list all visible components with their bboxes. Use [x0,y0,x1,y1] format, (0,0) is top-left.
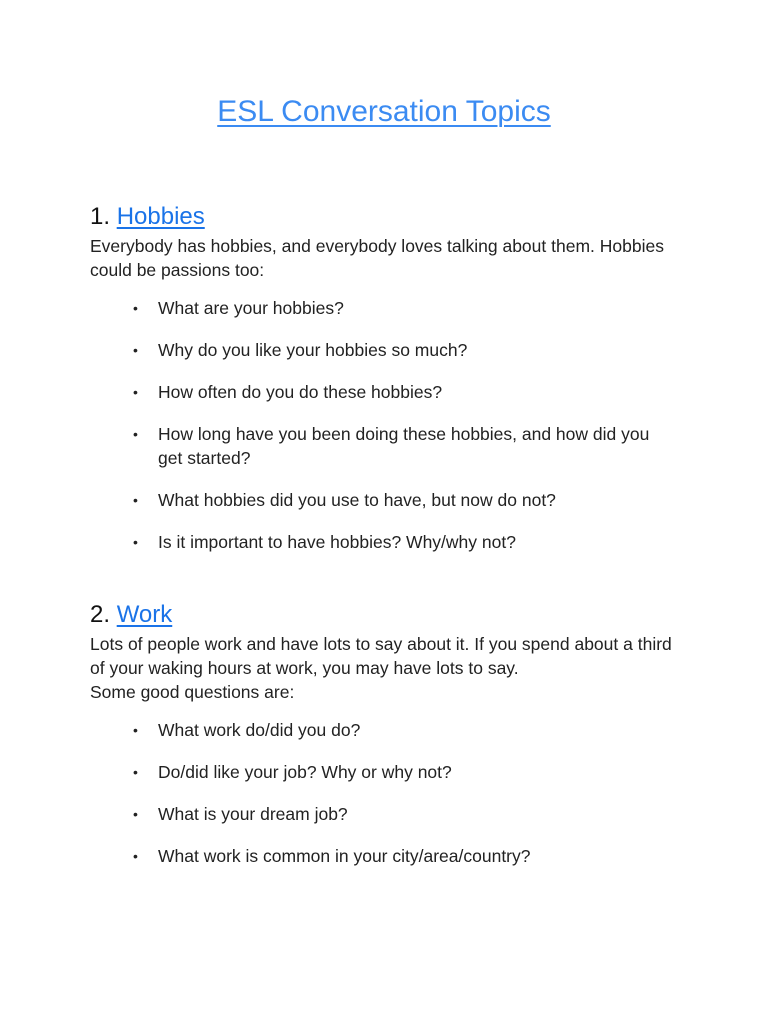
question-text: Is it important to have hobbies? Why/why not? [158,532,516,552]
question-list [90,718,690,868]
question-text: What are your hobbies? [158,298,344,318]
list-item [90,844,668,868]
list-item [90,530,668,554]
section-intro [90,234,690,282]
question-text: How often do you do these hobbies? [158,382,443,402]
section-work [90,598,690,886]
question-text: What hobbies did you use to have, but now do not? [158,490,556,510]
section-hobbies [90,200,690,572]
list-item [90,296,668,320]
bullet-icon: • [133,722,138,738]
section-intro [90,632,690,704]
question-text: Do/did like your job? Why or why not? [158,762,452,782]
intro-paragraph: Lots of people work and have lots to say about it. If you spend about a third of your waking hours at work, you may have lots to say. [90,634,672,678]
question-text: Why do you like your hobbies so much? [158,340,468,360]
list-item [90,380,668,404]
bullet-icon: • [133,848,138,864]
section-number: 1. [90,203,111,230]
topic-link-work[interactable]: Work [116,601,173,628]
bullet-icon: • [133,534,138,550]
bullet-icon: • [133,384,138,400]
question-text: What work is common in your city/area/country? [158,846,531,866]
section-number: 2. [90,601,111,628]
bullet-icon: • [133,764,138,780]
bullet-icon: • [133,492,138,508]
bullet-icon: • [133,300,138,316]
list-item [90,338,668,362]
list-item [90,422,668,470]
list-item [90,760,668,784]
intro-paragraph: Some good questions are: [90,682,295,702]
section-heading [90,200,690,234]
list-item [90,718,668,742]
question-list [90,296,690,554]
bullet-icon: • [133,426,138,442]
document-title-link[interactable]: ESL Conversation Topics [217,95,551,128]
question-text: How long have you been doing these hobbies, and how did you get started? [158,424,650,468]
question-text: What is your dream job? [158,804,348,824]
bullet-icon: • [133,342,138,358]
section-heading [90,598,690,632]
list-item [90,802,668,826]
bullet-icon: • [133,806,138,822]
question-text: What work do/did you do? [158,720,361,740]
topic-link-hobbies[interactable]: Hobbies [116,203,205,230]
list-item [90,488,668,512]
intro-paragraph: Everybody has hobbies, and everybody loves talking about them. Hobbies could be passions too: [90,236,664,280]
